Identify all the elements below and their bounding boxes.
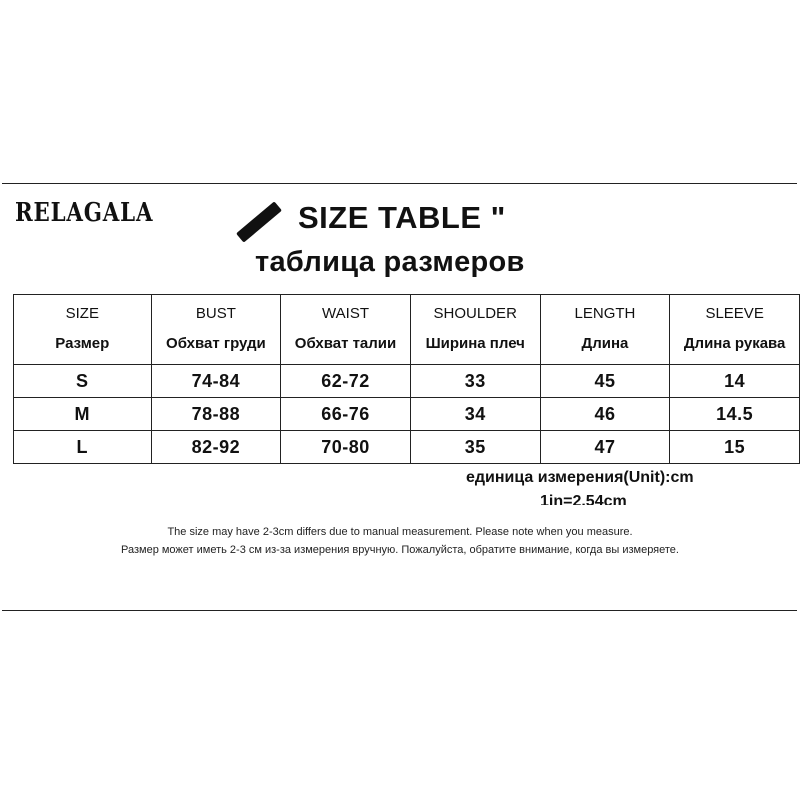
header-length	[540, 295, 670, 365]
cell-bust: 78-88	[151, 398, 281, 431]
header-waist	[281, 295, 411, 365]
conversion-note: 1in=2.54cm	[540, 494, 627, 505]
unit-note: единица измерения(Unit):cm	[466, 469, 694, 486]
cell-length: 46	[540, 398, 670, 431]
cell-waist: 66-76	[281, 398, 411, 431]
title-english: SIZE TABLE "	[298, 200, 506, 235]
cell-size: L	[14, 431, 152, 464]
header-label-ru: Длина рукава	[683, 335, 786, 352]
cell-bust: 74-84	[151, 365, 281, 398]
cell-shoulder: 35	[410, 431, 540, 464]
cell-bust: 82-92	[151, 431, 281, 464]
cell-sleeve: 14	[670, 365, 800, 398]
cell-size: S	[14, 365, 152, 398]
measurement-note-ru: Размер может иметь 2-3 см из-за измерения вручную. Пожалуйста, обратите внимание, когда вы измеряете.	[121, 544, 679, 556]
table-row	[14, 398, 800, 431]
cell-length: 47	[540, 431, 670, 464]
size-table	[13, 294, 800, 464]
cell-sleeve: 14.5	[670, 398, 800, 431]
conversion-note-clip	[540, 494, 740, 505]
cell-waist: 70-80	[281, 431, 411, 464]
header-label-ru: Обхват груди	[166, 335, 266, 352]
cell-shoulder: 34	[410, 398, 540, 431]
table-row	[14, 365, 800, 398]
header-size	[14, 295, 152, 365]
cell-length: 45	[540, 365, 670, 398]
header-bust	[151, 295, 281, 365]
cell-sleeve: 15	[670, 431, 800, 464]
header-label-en: BUST	[195, 305, 236, 322]
cell-shoulder: 33	[410, 365, 540, 398]
table-row	[14, 431, 800, 464]
table-header-row	[14, 295, 800, 365]
header-label-ru: Ширина плеч	[425, 335, 525, 352]
measurement-note-en: The size may have 2-3cm differs due to manual measurement. Please note when you measure.	[167, 526, 633, 538]
header-label-en: SHOULDER	[433, 305, 517, 322]
header-shoulder	[410, 295, 540, 365]
header-label-en: WAIST	[322, 305, 369, 322]
cell-size: M	[14, 398, 152, 431]
header-label-en: SIZE	[65, 305, 99, 322]
header-label-ru: Обхват талии	[294, 335, 397, 352]
title-russian: таблица размеров	[255, 246, 525, 278]
header-label-en: LENGTH	[574, 305, 636, 322]
header-label-ru: Размер	[55, 335, 110, 352]
header-label-ru: Длина	[581, 335, 629, 352]
header-sleeve	[670, 295, 800, 365]
header-label-en: SLEEVE	[705, 305, 764, 322]
cell-waist: 62-72	[281, 365, 411, 398]
brand-logo: RELAGALA	[15, 198, 154, 228]
